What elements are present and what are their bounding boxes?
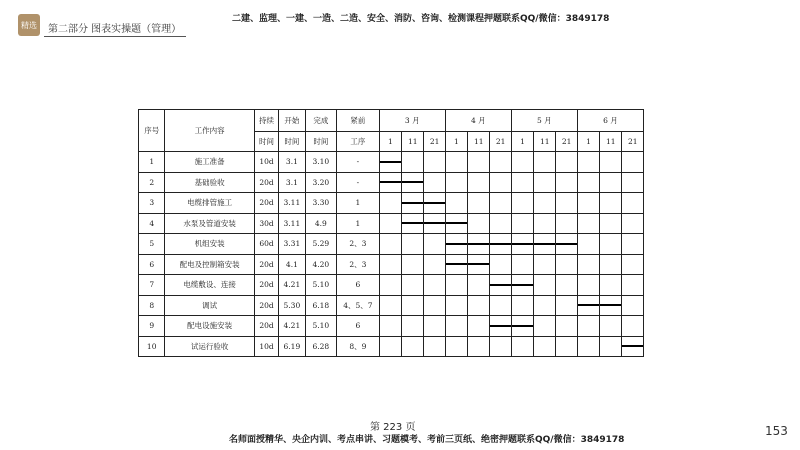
row-pred: 1 <box>337 213 380 234</box>
gantt-cell <box>600 234 622 255</box>
header-day: 21 <box>424 132 445 152</box>
gantt-cell <box>402 172 424 193</box>
gantt-bar <box>380 181 402 183</box>
header-month: 5 月 <box>511 110 577 132</box>
row-start: 3.11 <box>279 213 305 234</box>
gantt-cell <box>511 172 533 193</box>
row-start: 4.21 <box>279 316 305 337</box>
row-duration: 60d <box>254 234 278 255</box>
row-pred: 2、3 <box>337 254 380 275</box>
schedule-body <box>139 152 644 357</box>
gantt-cell <box>511 316 533 337</box>
header-seq: 序号 <box>139 110 165 152</box>
gantt-cell <box>511 152 533 173</box>
row-start: 6.19 <box>279 336 305 357</box>
header-month: 4 月 <box>445 110 511 132</box>
header-day: 11 <box>600 132 622 152</box>
section-title: 第二部分 图表实操题（管理） <box>48 24 182 35</box>
gantt-cell <box>402 275 424 296</box>
gantt-cell <box>600 336 622 357</box>
row-work: 基础验收 <box>165 172 254 193</box>
gantt-cell <box>402 152 424 173</box>
gantt-cell <box>490 172 511 193</box>
gantt-cell <box>490 254 511 275</box>
row-finish: 3.30 <box>305 193 336 214</box>
header-day: 1 <box>379 132 401 152</box>
row-finish: 5.29 <box>305 234 336 255</box>
gantt-cell <box>445 336 467 357</box>
gantt-cell <box>379 234 401 255</box>
gantt-bar <box>490 243 511 245</box>
row-work: 试运行验收 <box>165 336 254 357</box>
gantt-cell <box>424 152 445 173</box>
gantt-cell <box>379 336 401 357</box>
header-start-bottom: 时间 <box>279 132 305 152</box>
gantt-cell <box>445 234 467 255</box>
header-duration-bottom: 时间 <box>254 132 278 152</box>
gantt-cell <box>445 152 467 173</box>
table-row <box>139 254 644 275</box>
gantt-cell <box>534 193 556 214</box>
gantt-cell <box>511 295 533 316</box>
gantt-cell <box>424 213 445 234</box>
gantt-cell <box>534 275 556 296</box>
gantt-cell <box>534 316 556 337</box>
gantt-cell <box>490 316 511 337</box>
page-number: 第 223 页 <box>370 422 416 433</box>
gantt-cell <box>577 316 599 337</box>
gantt-cell <box>577 336 599 357</box>
header-work: 工作内容 <box>165 110 254 152</box>
gantt-bar <box>468 263 490 265</box>
row-seq: 6 <box>139 254 165 275</box>
row-start: 3.31 <box>279 234 305 255</box>
gantt-bar <box>534 243 556 245</box>
gantt-cell <box>534 152 556 173</box>
gantt-cell <box>379 295 401 316</box>
row-duration: 20d <box>254 193 278 214</box>
row-work: 水泵及管道安装 <box>165 213 254 234</box>
gantt-cell <box>468 152 490 173</box>
gantt-cell <box>379 152 401 173</box>
gantt-cell <box>534 295 556 316</box>
gantt-bar <box>446 243 468 245</box>
gantt-cell <box>379 213 401 234</box>
table-row <box>139 172 644 193</box>
gantt-cell <box>445 193 467 214</box>
header-day: 11 <box>402 132 424 152</box>
gantt-cell <box>534 234 556 255</box>
gantt-cell <box>511 336 533 357</box>
row-pred: 6 <box>337 275 380 296</box>
gantt-bar <box>402 181 424 183</box>
gantt-bar <box>402 222 424 224</box>
gantt-cell <box>600 152 622 173</box>
row-finish: 3.20 <box>305 172 336 193</box>
bottom-contact-notice: 名师面授精华、央企内训、考点串讲、习题模考、考前三页纸、绝密押题联系QQ/微信：3849178 <box>229 435 625 445</box>
row-finish: 6.28 <box>305 336 336 357</box>
gantt-cell <box>556 172 577 193</box>
gantt-cell <box>445 295 467 316</box>
header-start-top: 开始 <box>279 110 305 132</box>
gantt-cell <box>468 275 490 296</box>
row-duration: 20d <box>254 316 278 337</box>
row-work: 施工准备 <box>165 152 254 173</box>
gantt-cell <box>622 316 644 337</box>
row-seq: 10 <box>139 336 165 357</box>
gantt-cell <box>622 336 644 357</box>
gantt-cell <box>445 213 467 234</box>
header-duration-top: 持续 <box>254 110 278 132</box>
gantt-cell <box>600 275 622 296</box>
row-duration: 20d <box>254 295 278 316</box>
row-seq: 7 <box>139 275 165 296</box>
gantt-cell <box>379 254 401 275</box>
top-contact-notice: 二建、监理、一建、一造、二造、安全、消防、咨询、检测课程押题联系QQ/微信：3849178 <box>232 14 610 24</box>
gantt-cell <box>379 275 401 296</box>
gantt-cell <box>468 234 490 255</box>
table-row <box>139 213 644 234</box>
gantt-cell <box>468 295 490 316</box>
row-pred: 1 <box>337 193 380 214</box>
row-seq: 8 <box>139 295 165 316</box>
gantt-cell <box>622 234 644 255</box>
gantt-bar <box>511 243 533 245</box>
gantt-bar <box>445 222 467 224</box>
gantt-cell <box>468 172 490 193</box>
header-row-top <box>139 110 644 132</box>
row-pred: - <box>337 172 380 193</box>
gantt-cell <box>622 254 644 275</box>
gantt-bar <box>600 304 622 306</box>
header-finish-top: 完成 <box>305 110 336 132</box>
row-pred: 6 <box>337 316 380 337</box>
header-finish-bottom: 时间 <box>305 132 336 152</box>
header-day: 11 <box>468 132 490 152</box>
gantt-cell <box>402 254 424 275</box>
row-work: 电缆排管施工 <box>165 193 254 214</box>
header-day: 1 <box>511 132 533 152</box>
gantt-cell <box>622 193 644 214</box>
gantt-cell <box>556 193 577 214</box>
row-seq: 1 <box>139 152 165 173</box>
gantt-bar <box>468 243 490 245</box>
gantt-cell <box>577 254 599 275</box>
row-seq: 9 <box>139 316 165 337</box>
gantt-cell <box>511 234 533 255</box>
row-start: 3.1 <box>279 152 305 173</box>
gantt-cell <box>511 254 533 275</box>
gantt-cell <box>577 172 599 193</box>
row-pred: 4、5、7 <box>337 295 380 316</box>
gantt-cell <box>556 336 577 357</box>
table-row <box>139 234 644 255</box>
gantt-cell <box>424 172 445 193</box>
gantt-cell <box>379 172 401 193</box>
gantt-cell <box>577 152 599 173</box>
gantt-bar <box>424 222 445 224</box>
gantt-cell <box>402 336 424 357</box>
gantt-cell <box>445 275 467 296</box>
gantt-cell <box>600 316 622 337</box>
row-finish: 6.18 <box>305 295 336 316</box>
gantt-cell <box>556 316 577 337</box>
gantt-cell <box>402 295 424 316</box>
row-duration: 20d <box>254 172 278 193</box>
gantt-cell <box>556 234 577 255</box>
gantt-bar <box>622 345 643 347</box>
header-month: 6 月 <box>577 110 643 132</box>
row-pred: - <box>337 152 380 173</box>
row-finish: 4.9 <box>305 213 336 234</box>
gantt-bar <box>511 325 533 327</box>
gantt-cell <box>445 254 467 275</box>
gantt-cell <box>511 213 533 234</box>
gantt-cell <box>490 295 511 316</box>
gantt-cell <box>556 213 577 234</box>
gantt-bar <box>578 304 600 306</box>
row-work: 机组安装 <box>165 234 254 255</box>
gantt-cell <box>468 193 490 214</box>
row-start: 4.21 <box>279 275 305 296</box>
gantt-cell <box>622 213 644 234</box>
table-row <box>139 193 644 214</box>
row-duration: 10d <box>254 336 278 357</box>
row-duration: 10d <box>254 152 278 173</box>
gantt-cell <box>622 172 644 193</box>
gantt-cell <box>490 336 511 357</box>
row-duration: 20d <box>254 275 278 296</box>
header-pred-top: 紧前 <box>337 110 380 132</box>
gantt-cell <box>511 275 533 296</box>
gantt-cell <box>577 213 599 234</box>
gantt-cell <box>556 254 577 275</box>
row-work: 配电设施安装 <box>165 316 254 337</box>
gantt-cell <box>534 336 556 357</box>
gantt-cell <box>556 295 577 316</box>
gantt-cell <box>468 213 490 234</box>
gantt-cell <box>424 275 445 296</box>
gantt-bar <box>490 284 511 286</box>
gantt-cell <box>468 254 490 275</box>
gantt-cell <box>577 295 599 316</box>
row-work: 电缆敷设、连接 <box>165 275 254 296</box>
gantt-cell <box>424 193 445 214</box>
row-pred: 8、9 <box>337 336 380 357</box>
gantt-cell <box>468 336 490 357</box>
gantt-cell <box>424 295 445 316</box>
gantt-cell <box>424 336 445 357</box>
table-row <box>139 336 644 357</box>
row-start: 3.1 <box>279 172 305 193</box>
gantt-cell <box>577 193 599 214</box>
gantt-bar <box>556 243 577 245</box>
row-work: 调试 <box>165 295 254 316</box>
gantt-cell <box>424 234 445 255</box>
schedule-table <box>138 109 644 357</box>
gantt-cell <box>600 254 622 275</box>
gantt-cell <box>490 234 511 255</box>
row-duration: 30d <box>254 213 278 234</box>
gantt-cell <box>490 193 511 214</box>
gantt-cell <box>402 316 424 337</box>
table-row <box>139 295 644 316</box>
gantt-bar <box>424 202 445 204</box>
gantt-cell <box>490 213 511 234</box>
gantt-cell <box>622 275 644 296</box>
row-duration: 20d <box>254 254 278 275</box>
header-month: 3 月 <box>379 110 445 132</box>
row-finish: 3.10 <box>305 152 336 173</box>
gantt-cell <box>577 234 599 255</box>
gantt-bar <box>490 325 511 327</box>
gantt-cell <box>490 152 511 173</box>
header-day: 21 <box>556 132 577 152</box>
gantt-bar <box>402 202 424 204</box>
gantt-cell <box>445 316 467 337</box>
gantt-bar <box>511 284 533 286</box>
gantt-cell <box>511 193 533 214</box>
table-row <box>139 316 644 337</box>
gantt-bar <box>380 161 401 163</box>
gantt-cell <box>424 254 445 275</box>
gantt-cell <box>534 213 556 234</box>
header-day: 1 <box>577 132 599 152</box>
gantt-cell <box>490 275 511 296</box>
gantt-cell <box>424 316 445 337</box>
row-seq: 2 <box>139 172 165 193</box>
gantt-cell <box>600 295 622 316</box>
row-pred: 2、3 <box>337 234 380 255</box>
gantt-cell <box>445 172 467 193</box>
header-day: 21 <box>622 132 644 152</box>
row-finish: 4.20 <box>305 254 336 275</box>
gantt-cell <box>468 316 490 337</box>
gantt-cell <box>556 152 577 173</box>
gantt-cell <box>534 254 556 275</box>
row-seq: 5 <box>139 234 165 255</box>
gantt-cell <box>402 213 424 234</box>
row-finish: 5.10 <box>305 316 336 337</box>
gantt-cell <box>600 213 622 234</box>
gantt-cell <box>556 275 577 296</box>
gantt-cell <box>379 193 401 214</box>
header-divider <box>44 36 186 37</box>
header-day: 1 <box>445 132 467 152</box>
row-start: 3.11 <box>279 193 305 214</box>
slide-number: 153 <box>765 424 788 438</box>
row-seq: 4 <box>139 213 165 234</box>
gantt-cell <box>600 172 622 193</box>
table-row <box>139 275 644 296</box>
gantt-cell <box>577 275 599 296</box>
gantt-cell <box>379 316 401 337</box>
gantt-bar <box>446 263 468 265</box>
row-work: 配电及控制箱安装 <box>165 254 254 275</box>
row-seq: 3 <box>139 193 165 214</box>
gantt-cell <box>402 193 424 214</box>
table-row <box>139 152 644 173</box>
gantt-cell <box>402 234 424 255</box>
gantt-cell <box>600 193 622 214</box>
gantt-cell <box>534 172 556 193</box>
gantt-cell <box>622 152 644 173</box>
row-finish: 5.10 <box>305 275 336 296</box>
logo: 精选 <box>18 14 40 36</box>
row-start: 4.1 <box>279 254 305 275</box>
header-pred-bottom: 工序 <box>337 132 380 152</box>
header-day: 11 <box>534 132 556 152</box>
row-start: 5.30 <box>279 295 305 316</box>
gantt-cell <box>622 295 644 316</box>
header-day: 21 <box>490 132 511 152</box>
